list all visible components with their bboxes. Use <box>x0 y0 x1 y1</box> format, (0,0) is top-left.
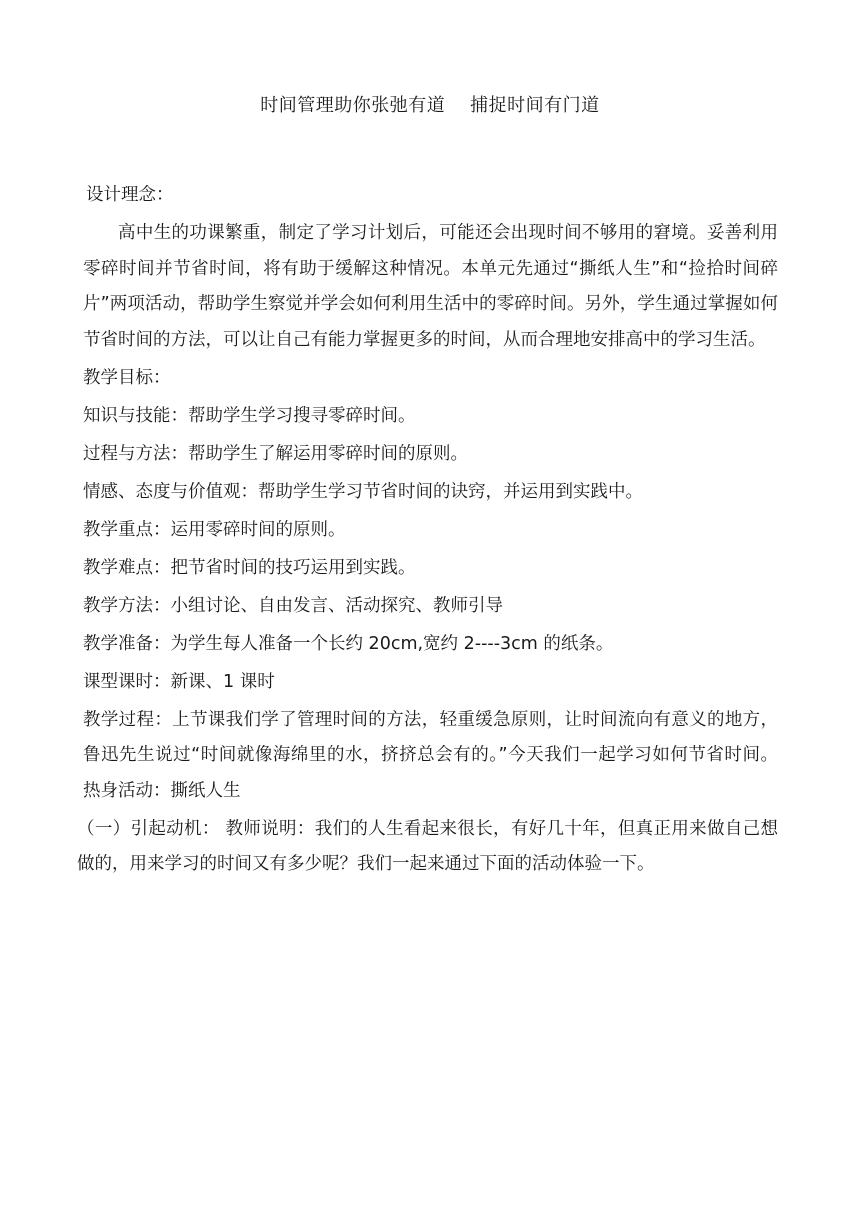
goal-knowledge-skills: 知识与技能：帮助学生学习搜寻零碎时间。 <box>83 405 416 426</box>
teaching-difficulty: 教学难点：把节省时间的技巧运用到实践。 <box>83 557 416 578</box>
teaching-preparation: 教学准备：为学生每人准备一个长约 20cm,宽约 2----3cm 的纸条。 <box>83 633 614 654</box>
design-concept-paragraph: 高中生的功课繁重，制定了学习计划后，可能还会出现时间不够用的窘境。妥善利用零碎时间并节省时间，将有助于缓解这种情况。本单元先通过“撕纸人生”和“捡拾时间碎片”两项活动，帮助学生察觉并学会如何利用生活中的零碎时间。另外，学生通过掌握如何节省时间的方法，可以让自己有能力掌握更多的时间，从而合理地安排高中的学习生活。 <box>83 223 778 350</box>
teaching-goals-heading: 教学目标： <box>83 367 171 388</box>
document-title: 时间管理助你张弛有道 捕捉时间有门道 <box>260 95 600 116</box>
design-concept-heading: 设计理念： <box>86 185 174 205</box>
document-body <box>77 178 778 883</box>
goal-process-method: 过程与方法：帮助学生了解运用零碎时间的原则。 <box>83 443 468 464</box>
teaching-key-point: 教学重点：运用零碎时间的原则。 <box>83 519 346 540</box>
teaching-method: 教学方法：小组讨论、自由发言、活动探究、教师引导 <box>83 595 503 616</box>
lesson-type: 课型课时：新课、1 课时 <box>83 671 275 692</box>
goal-attitude-values: 情感、态度与价值观：帮助学生学习节省时间的诀窍，并运用到实践中。 <box>83 481 643 502</box>
motivation-paragraph: （一）引起动机： 教师说明：我们的人生看起来很长，有好几十年，但真正用来做自己想做的，用来学习的时间又有多少呢？我们一起来通过下面的活动体验一下。 <box>77 818 778 874</box>
teaching-process-paragraph: 教学过程：上节课我们学了管理时间的方法，轻重缓急原则，让时间流向有意义的地方，鲁迅先生说过“时间就像海绵里的水，挤挤总会有的。”今天我们一起学习如何节省时间。 热身活动：撕纸人生 <box>83 709 778 801</box>
